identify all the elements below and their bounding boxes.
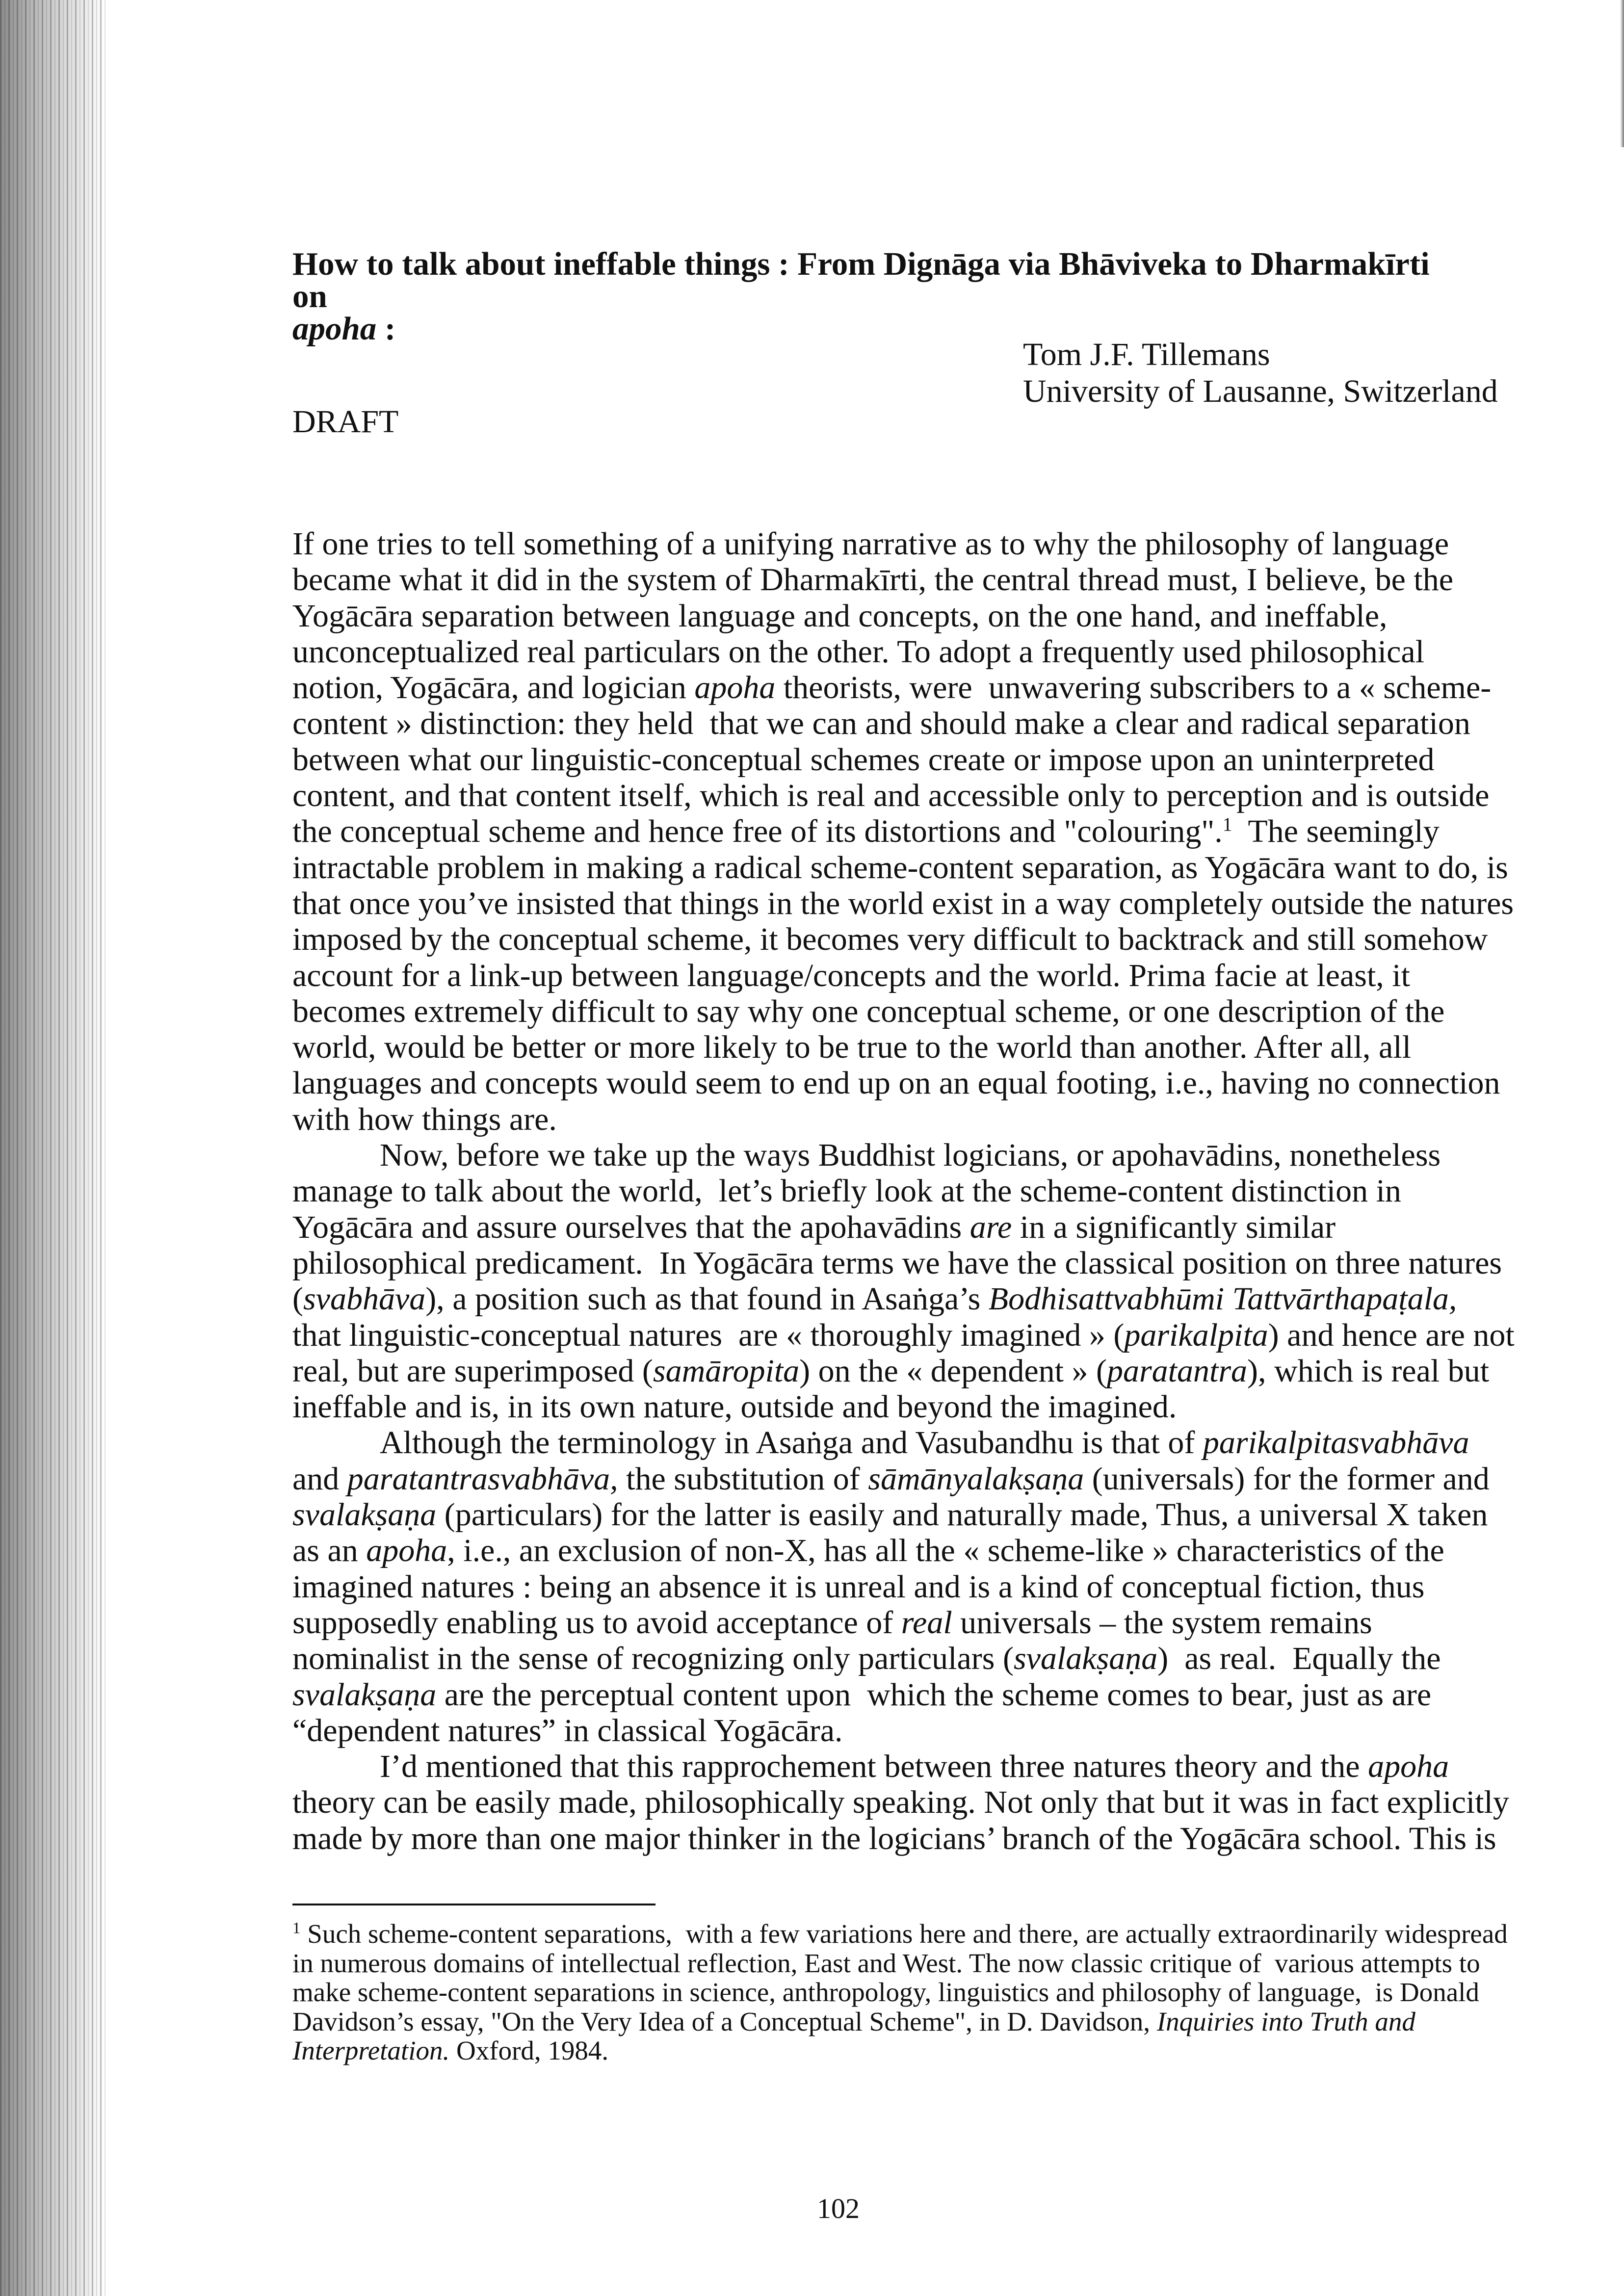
text-segment: are the perceptual content upon which the scheme comes to bear, just as are	[436, 1676, 1432, 1713]
body-line	[292, 1533, 1480, 1568]
text-segment: , i.e., an exclusion of non-X, has all the « scheme-like » characteristics of the	[447, 1533, 1444, 1569]
italic-term: svalakṣaṇa	[292, 1497, 437, 1533]
author-name: Tom J.F. Tillemans	[1023, 337, 1270, 372]
body-line	[292, 1641, 1480, 1676]
italic-term: apoha	[1368, 1748, 1449, 1785]
body-line	[292, 598, 1480, 634]
scanned-page-edge	[0, 0, 105, 2296]
text-segment: Now, before we take up the ways Buddhist logicians, or apohavādins, nonetheless	[380, 1137, 1441, 1174]
text-segment: philosophical predicament. In Yogācāra terms we have the classical position on three natures	[292, 1245, 1502, 1281]
italic-term: real	[901, 1604, 952, 1641]
text-segment: “dependent natures” in classical Yogācāra.	[292, 1712, 843, 1748]
body-line	[292, 1209, 1480, 1245]
body-line	[292, 1713, 1480, 1748]
text-segment: real, but are superimposed (	[292, 1353, 653, 1389]
text-segment: Such scheme-content separations, with a few variations here and there, are actually extraordinarily widespread	[300, 1919, 1508, 1949]
footnote-line	[292, 2036, 1480, 2065]
text-segment: became what it did in the system of Dharmakīrti, the central thread must, I believe, be the	[292, 562, 1454, 598]
italic-term: are	[969, 1209, 1012, 1245]
text-segment: ) on the « dependent » (	[799, 1353, 1107, 1389]
body-text	[292, 526, 1515, 1856]
italic-term: svalakṣaṇa	[1013, 1641, 1158, 1677]
body-line	[292, 1748, 1480, 1784]
italic-term: paratantrasvabhāva,	[347, 1461, 618, 1497]
text-segment: content » distinction: they held that we can and should make a clear and radical separation	[292, 705, 1470, 742]
text-segment: Oxford, 1984.	[449, 2035, 609, 2066]
text-segment: make scheme-content separations in science, anthropology, linguistics and philosophy of language, is Donald	[292, 1977, 1479, 2008]
body-line	[292, 885, 1514, 921]
italic-term: apoha	[366, 1533, 447, 1569]
text-segment: imposed by the conceptual scheme, it becomes very difficult to backtrack and still somehow	[292, 921, 1488, 958]
italic-term: apoha	[694, 670, 776, 706]
footnote-separator	[292, 1904, 655, 1905]
text-segment: in numerous domains of intellectual reflection, East and West. The now classic critique of various attempts to	[292, 1948, 1480, 1978]
text-segment: languages and concepts would seem to end up on an equal footing, i.e., having no connection	[292, 1065, 1500, 1101]
text-segment: ) as real. Equally the	[1157, 1641, 1441, 1677]
text-segment: Davidson’s essay, "On the Very Idea of a Conceptual Scheme", in D. Davidson,	[292, 2006, 1157, 2036]
body-line	[292, 1065, 1500, 1101]
body-line	[292, 705, 1480, 741]
footnote-line	[292, 1919, 1508, 1949]
text-segment: (particulars) for the latter is easily and naturally made, Thus, a universal X taken	[436, 1497, 1488, 1533]
text-segment: manage to talk about the world, let’s briefly look at the scheme-content distinction in	[292, 1173, 1401, 1209]
text-segment: between what our linguistic-conceptual schemes create or impose upon an uninterpreted	[292, 741, 1435, 778]
text-segment: ), a position such as that found in Asaṅga’s	[425, 1281, 989, 1317]
footnote-line	[292, 1949, 1480, 1978]
title-colon: :	[376, 311, 396, 347]
body-line	[292, 1425, 1480, 1461]
body-line	[292, 1677, 1480, 1713]
italic-term: Bodhisattvabhūmi Tattvārthapaṭala,	[988, 1281, 1457, 1317]
body-line	[292, 1461, 1490, 1497]
footnote-line	[292, 2007, 1480, 2036]
body-line	[292, 921, 1488, 958]
body-line	[292, 1784, 1509, 1821]
body-line	[292, 1353, 1490, 1389]
page-number: 102	[817, 2192, 860, 2224]
body-line	[292, 993, 1480, 1029]
footnotes	[292, 1919, 1508, 2066]
text-segment: unconceptualized real particulars on the other. To adopt a frequently used philosophical	[292, 633, 1425, 670]
body-line	[292, 778, 1490, 814]
body-line	[292, 1245, 1502, 1281]
body-line	[292, 849, 1508, 886]
text-segment: that once you’ve insisted that things in the world exist in a way completely outside the natures	[292, 885, 1514, 921]
title-line-1: How to talk about ineffable things : From Dignāga via Bhāviveka to Dharmakīrti on	[292, 246, 1430, 314]
text-segment: supposedly enabling us to avoid acceptance of	[292, 1604, 901, 1641]
italic-term: parikalpitasvabhāva	[1203, 1425, 1469, 1461]
text-segment: Although the terminology in Asaṅga and Vasubandhu is that of	[380, 1425, 1203, 1461]
footnote-marker: 1	[292, 1919, 301, 1937]
text-segment: account for a link-up between language/concepts and the world. Prima facie at least, it	[292, 957, 1410, 993]
italic-term: paratantra	[1106, 1353, 1248, 1389]
italic-term: Interpretation.	[292, 2035, 450, 2066]
text-segment: imagined natures : being an absence it is unreal and is a kind of conceptual fiction, thus	[292, 1568, 1425, 1605]
text-segment: theorists, were unwavering subscribers to a « scheme-	[775, 670, 1492, 706]
body-line	[292, 634, 1480, 670]
text-segment: If one tries to tell something of a unifying narrative as to why the philosophy of language	[292, 526, 1449, 562]
text-segment: universals – the system remains	[952, 1604, 1372, 1641]
text-segment: (	[292, 1281, 303, 1317]
body-line	[292, 670, 1492, 706]
text-segment: ) and hence are not	[1268, 1317, 1515, 1353]
italic-term: parikalpita	[1124, 1317, 1268, 1353]
text-segment: (universals) for the former and	[1084, 1461, 1490, 1497]
body-line	[292, 1281, 1480, 1317]
text-segment: ), which is real but	[1247, 1353, 1490, 1389]
text-segment: theory can be easily made, philosophically speaking. Not only that but it was in fact explicitly	[292, 1784, 1509, 1821]
text-segment: notion, Yogācāra, and logician	[292, 670, 695, 706]
text-segment: ineffable and is, in its own nature, outside and beyond the imagined.	[292, 1389, 1177, 1425]
text-segment: as an	[292, 1533, 367, 1569]
document-title	[292, 248, 1470, 345]
italic-term: samāropita	[653, 1353, 800, 1389]
text-segment: that linguistic-conceptual natures are « thoroughly imagined » (	[292, 1317, 1125, 1353]
text-segment: with how things are.	[292, 1101, 557, 1137]
text-segment: the substitution of	[618, 1461, 868, 1497]
author-affiliation: University of Lausanne, Switzerland	[1023, 373, 1498, 409]
text-segment: intractable problem in making a radical scheme-content separation, as Yogācāra want to do, is	[292, 849, 1508, 886]
footnote-marker: 1	[1222, 813, 1232, 835]
scanned-page-edge-right	[1620, 0, 1624, 147]
footnote-line	[292, 1978, 1480, 2007]
body-line	[292, 526, 1480, 562]
title-apoha: apoha	[292, 311, 377, 347]
author-block	[1023, 336, 1498, 410]
body-line	[292, 1029, 1480, 1065]
body-line	[292, 1497, 1488, 1533]
text-segment: The seemingly	[1232, 813, 1440, 850]
body-line	[292, 1569, 1480, 1605]
text-segment: the conceptual scheme and hence free of its distortions and "colouring".	[292, 813, 1223, 850]
body-line	[292, 1137, 1480, 1173]
text-segment: nominalist in the sense of recognizing only particulars (	[292, 1641, 1014, 1677]
body-line	[292, 958, 1480, 993]
body-line	[292, 1173, 1480, 1209]
text-segment: world, would be better or more likely to be true to the world than another. After all, all	[292, 1029, 1412, 1066]
italic-term: svabhāva	[303, 1281, 426, 1317]
body-line	[292, 1101, 1480, 1137]
text-segment: becomes extremely difficult to say why one conceptual scheme, or one description of the	[292, 993, 1445, 1029]
italic-term: sāmānyalakṣaṇa	[868, 1461, 1084, 1497]
body-line	[292, 1820, 1496, 1856]
body-line	[292, 813, 1480, 849]
text-segment: Yogācāra separation between language and concepts, on the one hand, and ineffable,	[292, 598, 1388, 634]
text-segment: made by more than one major thinker in the logicians’ branch of the Yogācāra school. This is	[292, 1820, 1496, 1856]
text-segment: content, and that content itself, which is real and accessible only to perception and is outside	[292, 778, 1490, 814]
body-line	[292, 1605, 1480, 1641]
text-segment: Yogācāra and assure ourselves that the apohavādins	[292, 1209, 970, 1245]
body-line	[292, 562, 1480, 598]
body-line	[292, 742, 1480, 778]
italic-term: Inquiries into Truth and	[1156, 2006, 1415, 2036]
body-line	[292, 1317, 1515, 1353]
text-segment: in a significantly similar	[1012, 1209, 1336, 1245]
italic-term: svalakṣaṇa	[292, 1676, 437, 1713]
draft-label: DRAFT	[292, 404, 399, 440]
text-segment: and	[292, 1461, 347, 1497]
text-segment: I’d mentioned that this rapprochement between three natures theory and the	[380, 1748, 1368, 1785]
body-line	[292, 1389, 1480, 1425]
